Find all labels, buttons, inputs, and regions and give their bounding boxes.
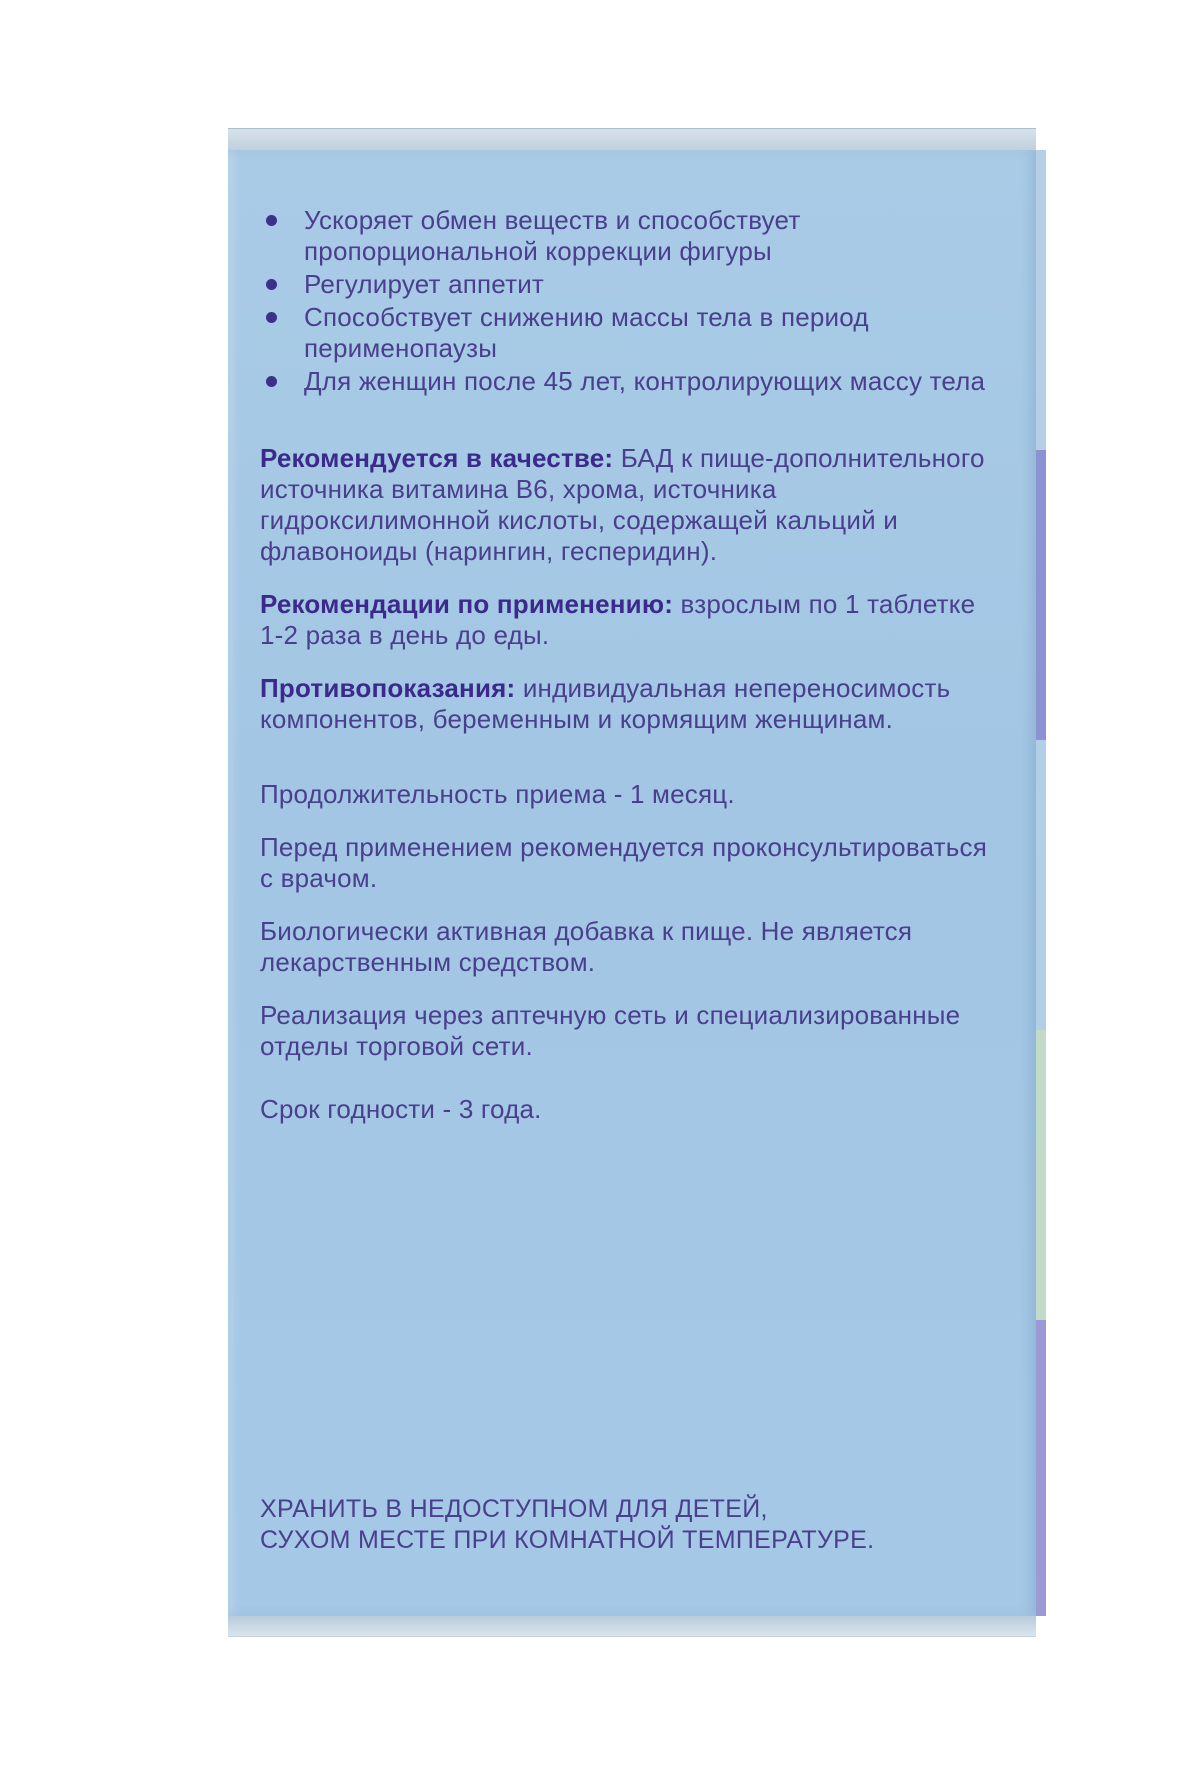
benefit-text: Регулирует аппетит	[304, 269, 545, 299]
duration-text: Продолжительность приема - 1 месяц.	[260, 779, 735, 809]
recommended-text: БАД к пище-дополнительного источника витамина В6, хрома, источника гидроксилимонной кислоты, содержащей кальций и флавоноиды (нарингин, гесперидин).	[260, 443, 985, 566]
list-item	[260, 366, 1000, 397]
edge-color-strip	[1036, 740, 1046, 1030]
bullet-dot-icon	[266, 376, 277, 387]
box-top-flap	[228, 128, 1036, 151]
list-item	[260, 269, 1000, 300]
list-item	[260, 205, 1000, 267]
list-item	[260, 302, 1000, 364]
benefit-text: Способствует снижению массы тела в период перименопаузы	[304, 302, 869, 363]
recommended-section	[260, 443, 1000, 567]
storage-line: СУХОМ МЕСТЕ ПРИ КОМНАТНОЙ ТЕМПЕРАТУРЕ.	[260, 1526, 875, 1554]
benefit-text: Ускоряет обмен веществ и способствует пропорциональной коррекции фигуры	[304, 205, 801, 266]
contraindications-label: Противопоказания:	[260, 673, 516, 703]
edge-color-strip	[1036, 450, 1046, 740]
bullet-dot-icon	[266, 215, 277, 226]
storage-line: ХРАНИТЬ В НЕДОСТУПНОМ ДЛЯ ДЕТЕЙ,	[260, 1495, 768, 1523]
recommended-label: Рекомендуется в качестве:	[260, 443, 614, 473]
shelf-life-text: Срок годности - 3 года.	[260, 1094, 542, 1124]
edge-color-strip	[1036, 1030, 1046, 1320]
edge-color-strip	[1036, 150, 1046, 450]
benefits-list	[260, 205, 1000, 397]
supplement-note: Биологически активная добавка к пище. Не является лекарственным средством.	[260, 916, 913, 977]
storage-instructions	[260, 1494, 1020, 1556]
sale-text: Реализация через аптечную сеть и специализированные отделы торговой сети.	[260, 1000, 961, 1061]
usage-label: Рекомендации по применению:	[260, 589, 674, 619]
usage-section	[260, 589, 1000, 651]
label-text-block	[260, 205, 1000, 1125]
bullet-dot-icon	[266, 312, 277, 323]
edge-color-strip	[1036, 1320, 1046, 1616]
contraindications-text: индивидуальная непереносимость компонентов, беременным и кормящим женщинам.	[260, 673, 951, 734]
contraindications-section	[260, 673, 1000, 735]
benefit-text: Для женщин после 45 лет, контролирующих массу тела	[304, 366, 986, 396]
bullet-dot-icon	[266, 279, 277, 290]
usage-text: взрослым по 1 таблетке 1-2 раза в день до еды.	[260, 589, 976, 650]
consult-text: Перед применением рекомендуется проконсультироваться с врачом.	[260, 832, 987, 893]
box-bottom-flap	[228, 1616, 1036, 1637]
